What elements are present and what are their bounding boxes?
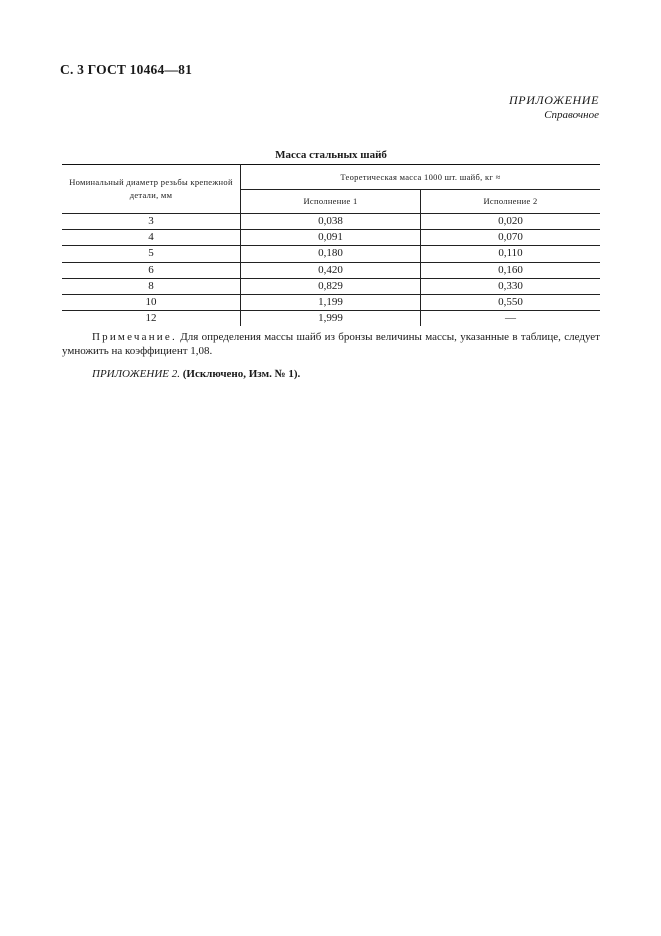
cell-execution-2: — [421,311,601,327]
table-row [62,262,600,278]
cell-execution-2: 0,160 [421,262,601,278]
table-row [62,278,600,294]
header-execution-2: Исполнение 2 [421,190,601,214]
cell-execution-1: 0,829 [241,278,421,294]
header-execution-1: Исполнение 1 [241,190,421,214]
appendix-title: ПРИЛОЖЕНИЕ [509,93,599,107]
table-row [62,294,600,310]
header-diameter: Номинальный диаметр резьбы крепежной детали, мм [62,165,241,214]
note-text: Для определения массы шайб из бронзы величины массы, указанные в таблице, следует умножить на коэффициент 1,08. [62,331,600,357]
table-title: Масса стальных шайб [275,149,387,161]
cell-execution-1: 0,180 [241,246,421,262]
cell-diameter: 4 [62,230,241,246]
appendix-2-line [92,368,300,380]
header-mass: Теоретическая масса 1000 шт. шайб, кг ≈ [241,165,601,190]
cell-execution-1: 0,038 [241,214,421,230]
cell-diameter: 10 [62,294,241,310]
appendix-2-label: ПРИЛОЖЕНИЕ 2. [92,368,180,380]
table-row [62,311,600,327]
cell-execution-2: 0,550 [421,294,601,310]
cell-diameter: 5 [62,246,241,262]
table-row [62,246,600,262]
cell-diameter: 12 [62,311,241,327]
appendix-subtitle: Справочное [544,109,599,121]
table-row [62,230,600,246]
table-note [62,330,600,358]
cell-execution-1: 1,199 [241,294,421,310]
appendix-heading [509,93,599,121]
cell-execution-2: 0,110 [421,246,601,262]
cell-execution-1: 0,091 [241,230,421,246]
cell-execution-1: 0,420 [241,262,421,278]
table-row [62,214,600,230]
cell-diameter: 3 [62,214,241,230]
cell-execution-2: 0,070 [421,230,601,246]
cell-diameter: 6 [62,262,241,278]
cell-execution-1: 1,999 [241,311,421,327]
appendix-2-text: (Исключено, Изм. № 1). [182,368,301,380]
cell-execution-2: 0,020 [421,214,601,230]
cell-execution-2: 0,330 [421,278,601,294]
page-header: С. 3 ГОСТ 10464—81 [60,62,193,77]
cell-diameter: 8 [62,278,241,294]
note-label: Примечание. [92,331,177,343]
washer-mass-table [62,164,600,326]
